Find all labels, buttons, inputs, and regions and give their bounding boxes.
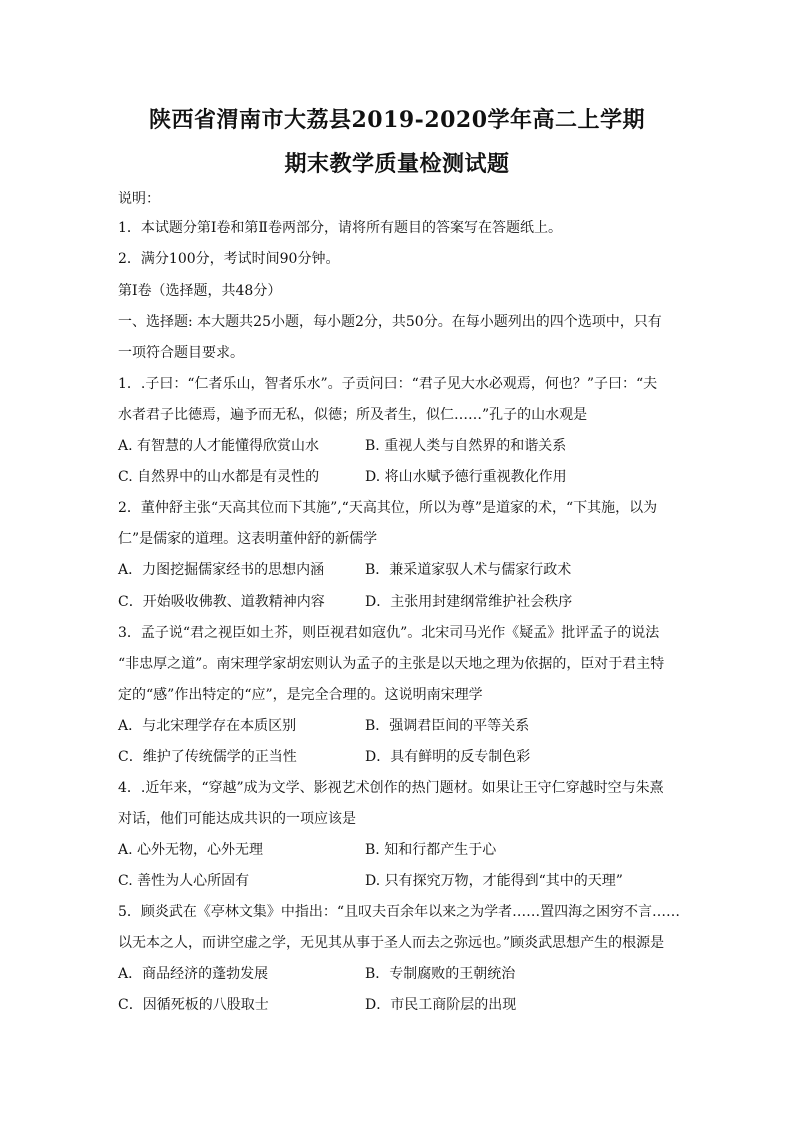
option-b: B．强调君臣间的平等关系 — [365, 718, 530, 734]
option-d: D. 将山水赋予德行重视教化作用 — [365, 469, 567, 485]
question-text: 以无本之人，而讲空虚之学，无见其从事于圣人而去之弥远也。”顾炎武思想产生的根源是 — [118, 935, 665, 951]
option-b: B. 知和行都产生于心 — [365, 842, 497, 858]
question-text: 4．.近年来，“穿越”成为文学、影视艺术创作的热门题材。如果让王守仁穿越时空与朱熹 — [118, 780, 664, 796]
option-b: B．兼采道家驭人术与儒家行政术 — [365, 562, 572, 578]
instructions-heading: 说明： — [118, 191, 160, 207]
question-text: 对话，他们可能达成共识的一项应该是 — [118, 811, 356, 827]
option-c: C．因循死板的八股取士 — [118, 997, 269, 1013]
page-subtitle: 期末教学质量检测试题 — [284, 151, 510, 177]
option-d: D．市民工商阶层的出现 — [365, 997, 517, 1013]
option-b: B. 重视人类与自然界的和谐关系 — [365, 438, 567, 454]
question-text: 1．.子曰：“仁者乐山，智者乐水”。子贡问曰：“君子见大水必观焉，何也？”子曰：“夫 — [118, 376, 658, 392]
option-d: D. 只有探究万物，才能得到“其中的天理” — [365, 873, 623, 889]
question-text: 水者君子比德焉，遍予而无私，似德；所及者生，似仁……”孔子的山水观是 — [118, 407, 588, 423]
option-a: A．商品经济的蓬勃发展 — [118, 966, 269, 982]
option-c: C．开始吸收佛教、道教精神内容 — [118, 594, 325, 610]
option-c: C．维护了传统儒学的正当性 — [118, 749, 297, 765]
question-text: 定的“感”作出特定的“应”，是完全合理的。这说明南宋理学 — [118, 687, 483, 703]
part-heading: 第Ⅰ卷（选择题，共48分） — [118, 283, 282, 299]
option-d: D．主张用封建纲常维护社会秩序 — [365, 594, 573, 610]
option-a: A. 心外无物，心外无理 — [118, 842, 264, 858]
question-text: “非忠厚之道”。南宋理学家胡宏则认为孟子的主张是以天地之理为依据的，臣对于君主特 — [118, 656, 665, 672]
option-d: D．具有鲜明的反专制色彩 — [365, 749, 531, 765]
question-text: 2．董仲舒主张“天高其位而下其施”,“天高其位，所以为尊”是道家的术，“下其施，以为 — [118, 500, 658, 516]
question-text: 3．孟子说“君之视臣如土芥，则臣视君如寇仇”。北宋司马光作《疑孟》批评孟子的说法 — [118, 625, 660, 641]
option-a: A．与北宋理学存在本质区别 — [118, 718, 297, 734]
option-a: A．力图挖掘儒家经书的思想内涵 — [118, 562, 325, 578]
option-a: A. 有智慧的人才能懂得欣赏山水 — [118, 438, 320, 454]
instruction-item: 1．本试题分第Ⅰ卷和第Ⅱ卷两部分，请将所有题目的答案写在答题纸上。 — [118, 220, 562, 236]
section-heading: 一项符合题目要求。 — [118, 345, 244, 361]
section-heading: 一、选择题: 本大题共25小题，每小题2分，共50分。在每小题列出的四个选项中，只有 — [118, 314, 662, 330]
question-text: 仁”是儒家的道理。这表明董仲舒的新儒学 — [118, 531, 378, 547]
option-c: C. 善性为人心所固有 — [118, 873, 250, 889]
instruction-item: 2．满分100分，考试时间90分钟。 — [118, 251, 340, 267]
page-title: 陕西省渭南市大荔县2019-2020学年高二上学期 — [148, 107, 646, 133]
option-b: B．专制腐败的王朝统治 — [365, 966, 516, 982]
question-text: 5．顾炎武在《亭林文集》中指出：“且叹夫百余年以来之为学者……置四海之困穷不言…… — [118, 904, 681, 920]
option-c: C. 自然界中的山水都是有灵性的 — [118, 469, 320, 485]
